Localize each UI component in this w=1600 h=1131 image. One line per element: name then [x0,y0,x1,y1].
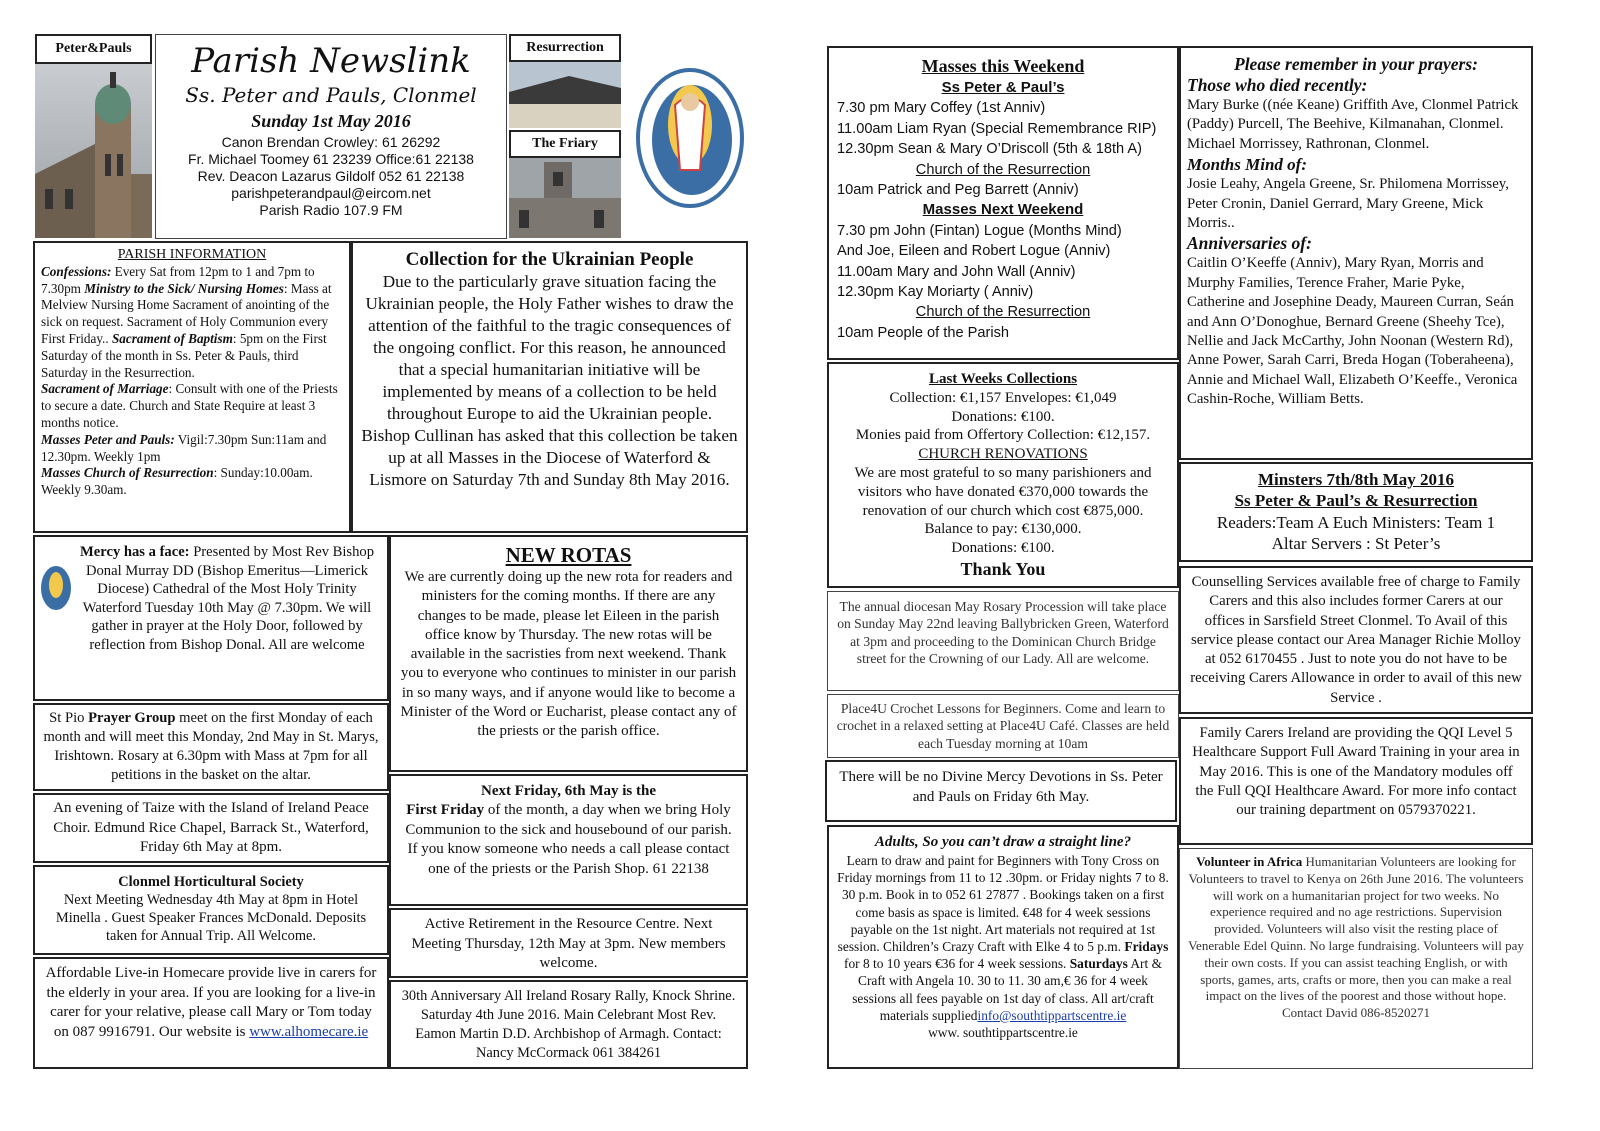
mass-line: 10am Patrick and Peg Barrett (Anniv) [837,182,1079,199]
volunteer-label: Volunteer in Africa [1196,854,1303,869]
issue-date: Sunday 1st May 2016 [251,111,411,131]
horticultural-body: Next Meeting Wednesday 4th May at 8pm in Hotel Minella . Guest Speaker Frances McDonald. Deposits taken for Annual Trip. All Welcome. [55,892,367,944]
volunteer-body: Humanitarian Volunteers are looking for Volunteers to travel to Kenya on 26th June 2016. The volunteers will work on a humanitarian project for two weeks. No experience required and no age restrictions. Supervision provided. Volunteers will also visit the resting place of Venerable Edel Quinn. No large fundraising. Volunteers will pay their own costs. If you can assist teaching English, or with sports, games, arts, crafts or more, then you can make a real impact on the lives of the poorest and those without hope. Contact David 086-8520271 [1188,854,1524,1021]
prayers-heading: Please remember in your prayers: [1234,54,1478,74]
months-mind-heading: Months Mind of: [1187,155,1307,175]
art-classes [827,825,1179,1069]
label-resurrection: Resurrection [509,34,621,62]
ukraine-heading: Collection for the Ukrainian People [405,249,694,270]
ministers-rota [1179,462,1533,562]
contact-line: Rev. Deacon Lazarus Gildolf 052 61 22138 [197,168,465,184]
newsletter-title: Parish Newslink [191,41,471,81]
active-retirement: Active Retirement in the Resource Centre. Next Meeting Thursday, 12th May at 3pm. New members welcome. [389,908,748,978]
masses-heading: Masses this Weekend [921,56,1085,76]
baptism-label: Sacrament of Baptism [111,330,233,346]
knock-rosary-rally: 30th Anniversary All Ireland Rosary Rally, Knock Shrine. Saturday 4th June 2016. Main Celebrant Most Rev. Eamon Martin D.D. Archbishop of Armagh. Contact: Nancy McCormack 061 384261 [389,980,748,1069]
mass-line: 12.30pm Sean & Mary O’Driscoll (5th & 18th A) [837,141,1142,158]
counselling-services: Counselling Services available free of charge to Family Carers and this also includes former Carers at our offices in Sarsfield Street Clonmel. To Avail of this service please contact our Area Manager Richie Molloy at 052 6170455 . Just to note you do not have to be receiving Carers Allowance in order to avail of this new Service . [1179,566,1533,714]
horticultural-heading: Clonmel Horticultural Society [118,874,304,890]
mass-line: 7.30 pm John (Fintan) Logue (Months Mind) [837,222,1122,239]
ukraine-collection [351,241,748,533]
collections-donations: Donations: €100. [951,408,1055,425]
art-fridays: Fridays [1124,939,1169,955]
last-weeks-collections [827,362,1179,588]
family-carers-training: Family Carers Ireland are providing the QQI Level 5 Healthcare Support Full Award Training in your area in May 2016. This is one of the Mandatory modules off the Full QQI Healthcare Award. For more info contact our training department on 0579370221. [1179,717,1533,845]
masses-sub-resurrection-next: Church of the Resurrection [915,304,1091,321]
church-photo-peter-pauls [35,64,152,238]
died-names: Mary Burke ((née Keane) Griffith Ave, Clonmel Patrick (Paddy) Purcell, The Beehive, Kilmanahan, Clonmel. Michael Morrissey, Rathronan, Clonmel. [1187,97,1519,152]
rotas-heading: NEW ROTAS [505,543,632,567]
crochet-lessons: Place4U Crochet Lessons for Beginners. Come and learn to crochet in a relaxed setting at Place4U Café. Classes are held each Tuesday morning at 10am [827,694,1179,758]
first-friday [389,774,748,906]
art-body-3: Art & Craft with Angela 10. 30 to 11. 30 am,€ 36 for 4 week sessions all fees payable on 1st day of class. All art/craft materials supplied [852,956,1163,1023]
homecare-body: Affordable Live-in Homecare provide live in carers for the elderly in your area. If you are looking for a live-in carer for your relative, please call Mary or Tom today on 087 9916791. Our website is [45,965,377,1040]
st-pio-prayer-group [33,703,389,791]
ministers-sub: Ss Peter & Paul’s & Resurrection [1234,491,1478,511]
mass-line: 11.00am Mary and John Wall (Anniv) [837,263,1076,280]
stpio-pre: St Pio [49,710,89,726]
masses-resurrection-text: : Sunday:10.00am. Weekly 9.30am. [41,465,313,498]
contact-radio: Parish Radio 107.9 FM [259,202,403,218]
church-photo-friary [509,158,621,238]
art-website[interactable]: www. southtippartscentre.ie [928,1025,1078,1041]
church-photo-resurrection [509,62,621,128]
baptism-text: : 5pm on the First Saturday of the month in Ss. Peter & Pauls, third Saturday in the Resurrection. [41,330,327,380]
mercy-has-a-face [33,535,389,701]
horticultural-society [33,865,389,955]
ministry-sick-text: : Mass at Melview Nursing Home Sacrament of anointing of the sick on request. Sacrament of Holy Communion every First Friday.. [41,280,332,346]
renovations-body: We are most grateful to so many parishioners and visitors who have donated €370,000 towards the renovation of our church which cost €875,000. Balance to pay: €130,000. [854,464,1152,538]
homecare-ad [33,957,389,1069]
masses-sub-pp: Ss Peter & Paul’s [941,79,1065,96]
church-illustration [35,64,152,238]
masses-this-weekend [827,46,1179,360]
year-of-mercy-logo [630,30,748,220]
label-peter-pauls: Peter&Pauls [35,34,152,64]
anniversaries-names: Caitlin O’Keeffe (Anniv), Mary Ryan, Morris and Murphy Families, Terence Fraher, Marie Pyke, Catherine and Josephine Deady, Maureen Curran, Seán and Ann O’Donoghue, Bernard Greene (Sheehy Tce), Nellie and Jack McCarthy, John Noonan (Western Rd), Anne Power, Sarah Carri, Breda Hogan (Toberaheena), Annie and Michael Wall, Elizabeth O’Keeffe., Veronica Cashin-Roche, William Betts. [1187,255,1518,408]
mercy-label: Mercy has a face: [80,544,190,560]
months-mind-names: Josie Leahy, Angela Greene, Sr. Philomena Morrissey, Peter Cronin, Daniel Gerrard, Mary Greene, Mick Morris.. [1187,176,1509,232]
parish-information [33,241,351,533]
contact-line: Canon Brendan Crowley: 61 26292 [221,134,441,150]
contact-line: Fr. Michael Toomey 61 23239 Office:61 22138 [188,151,474,167]
art-email-link[interactable]: info@southtippartscentre.ie [977,1007,1127,1023]
ukraine-body: Due to the particularly grave situation facing the Ukrainian people, the Holy Father wishes to draw the attention of the faithful to the tragic consequences of the ongoing conflict. For this reason, he announced that a special humanitarian initiative will be implemented by means of a collection to be held throughout Europe to aid the Ukrainian people. Bishop Cullinan has asked that this collection be taken up at all Masses in the Diocese of Waterford & Lismore on Saturday 7th and Sunday 8th May 2016. [361,272,738,489]
mass-line: 11.00am Liam Ryan (Special Remembrance RIP) [837,120,1157,137]
masses-pp-text: Vigil:7.30pm Sun:11am and 12.30pm. Weekly 1pm [41,431,327,464]
parish-subtitle: Ss. Peter and Pauls, Clonmel [185,83,477,107]
mercy-logo-small-icon [39,563,73,613]
mass-line: 7.30 pm Mary Coffey (1st Anniv) [837,100,1046,117]
masthead [155,34,507,239]
mass-line: And Joe, Eileen and Robert Logue (Anniv) [837,243,1111,260]
divine-mercy-notice: There will be no Divine Mercy Devotions in Ss. Peter and Pauls on Friday 6th May. [825,760,1177,822]
masses-sub-resurrection: Church of the Resurrection [915,161,1091,178]
taize-evening: An evening of Taize with the Island of Ireland Peace Choir. Edmund Rice Chapel, Barrack St., Waterford, Friday 6th May at 8pm. [33,793,389,863]
art-body-1: Learn to draw and paint for Beginners with Tony Cross on Friday mornings from 11 to 12 .30pm. or Friday nights 7 to 8. 30 p.m. Book in to 052 61 27877 . Bookings taken on a first come basis as space is limited. €48 for 4 week sessions payable on the 1st night. Art materials not required at 1st session. Children’s Crazy Craft with Elke 4 to 5 p.m. [837,853,1169,955]
volunteer-africa [1179,848,1533,1069]
stpio-body: meet on the first Monday of each month and will meet this Monday, 2nd May in St. Marys, Irishtown. Rosary at 6.30pm with Mass at 7pm for all petitions in the basket on the altar. [43,710,379,783]
anniversaries-heading: Anniversaries of: [1187,233,1312,254]
ministers-line-1: Readers:Team A Euch Ministers: Team 1 [1216,512,1496,532]
collections-offertory: Monies paid from Offertory Collection: €12,157. [855,427,1151,444]
confessions-text: Every Sat from 12pm to 1 and 7pm to 7.30pm [41,263,315,296]
contact-email: parishpeterandpaul@eircom.net [231,185,431,201]
masses-resurrection-label: Masses Church of Resurrection [41,465,214,481]
renovations-donations: Donations: €100. [951,540,1055,557]
masses-next-weekend: Masses Next Weekend [922,201,1084,219]
died-heading: Those who died recently: [1187,75,1368,95]
rotas-body: We are currently doing up the new rota for readers and ministers for the coming months. If there are any changes to be made, please let Eileen in the parish office know by Thursday. The new rotas will be available in the sacristies from next weekend. Thank you to everyone who continues to minister in our parish in so many ways, and if anyone would like to become a Minister of the Word or Eucharist, please contact any of the priests or the parish office. [400,569,737,740]
mass-line: 10am People of the Parish [837,324,1009,341]
marriage-label: Sacrament of Marriage [41,381,169,397]
masses-pp-label: Masses Peter and Pauls: [41,431,175,447]
ministry-sick-label: Ministry to the Sick/ Nursing Homes [84,280,284,296]
renovations-heading: CHURCH RENOVATIONS [918,446,1088,463]
rosary-procession: The annual diocesan May Rosary Procession will take place on Sunday May 22nd leaving Ballybricken Green, Waterford at 3pm and proceeding to the Dominican Church Bridge street for the Crowning of our Lady. All are welcome. [827,591,1179,691]
parish-info-heading: PARISH INFORMATION [117,247,267,262]
ministers-line-2: Altar Servers : St Peter’s [1271,534,1441,554]
art-heading: Adults, So you can’t draw a straight line? [874,834,1132,850]
prayers-list [1179,46,1533,460]
first-friday-bold: First Friday [406,802,485,819]
mercy-body: Presented by Most Rev Bishop Donal Murray DD (Bishop Emeritus—Limerick Diocese) Cathedral of the Most Holy Trinity Waterford Tuesday 10th May @ 7.30pm. We will gather in prayer at the Holy Door, followed by reflection from Bishop Donal. All are welcome [82,544,374,653]
art-saturdays: Saturdays [1069,956,1128,972]
art-body-2: for 8 to 10 years €36 for 4 week sessions. [843,956,1070,972]
logo-motto [630,30,631,31]
homecare-link[interactable]: www.alhomecare.ie [249,1023,369,1040]
first-friday-body: of the month, a day when we bring Holy Communion to the sick and housebound of our parish. If you know someone who needs a call please contact one of the priests or the Parish Shop. 61 22138 [405,802,732,877]
new-rotas [389,535,748,772]
label-friary: The Friary [509,130,621,158]
mass-line: 12.30pm Kay Moriarty ( Anniv) [837,284,1034,301]
stpio-bold: Prayer Group [88,710,176,726]
first-friday-line1: Next Friday, 6th May is the [481,783,656,799]
confessions-label: Confessions: [41,263,112,279]
marriage-text: : Consult with one of the Priests to secure a date. Church and State Require at least 3 months notice. [41,381,338,430]
ministers-heading: Minsters 7th/8th May 2016 [1258,470,1454,489]
collections-line: Collection: €1,157 Envelopes: €1,049 [889,389,1117,406]
thank-you: Thank You [960,558,1046,579]
collections-heading: Last Weeks Collections [928,371,1078,387]
